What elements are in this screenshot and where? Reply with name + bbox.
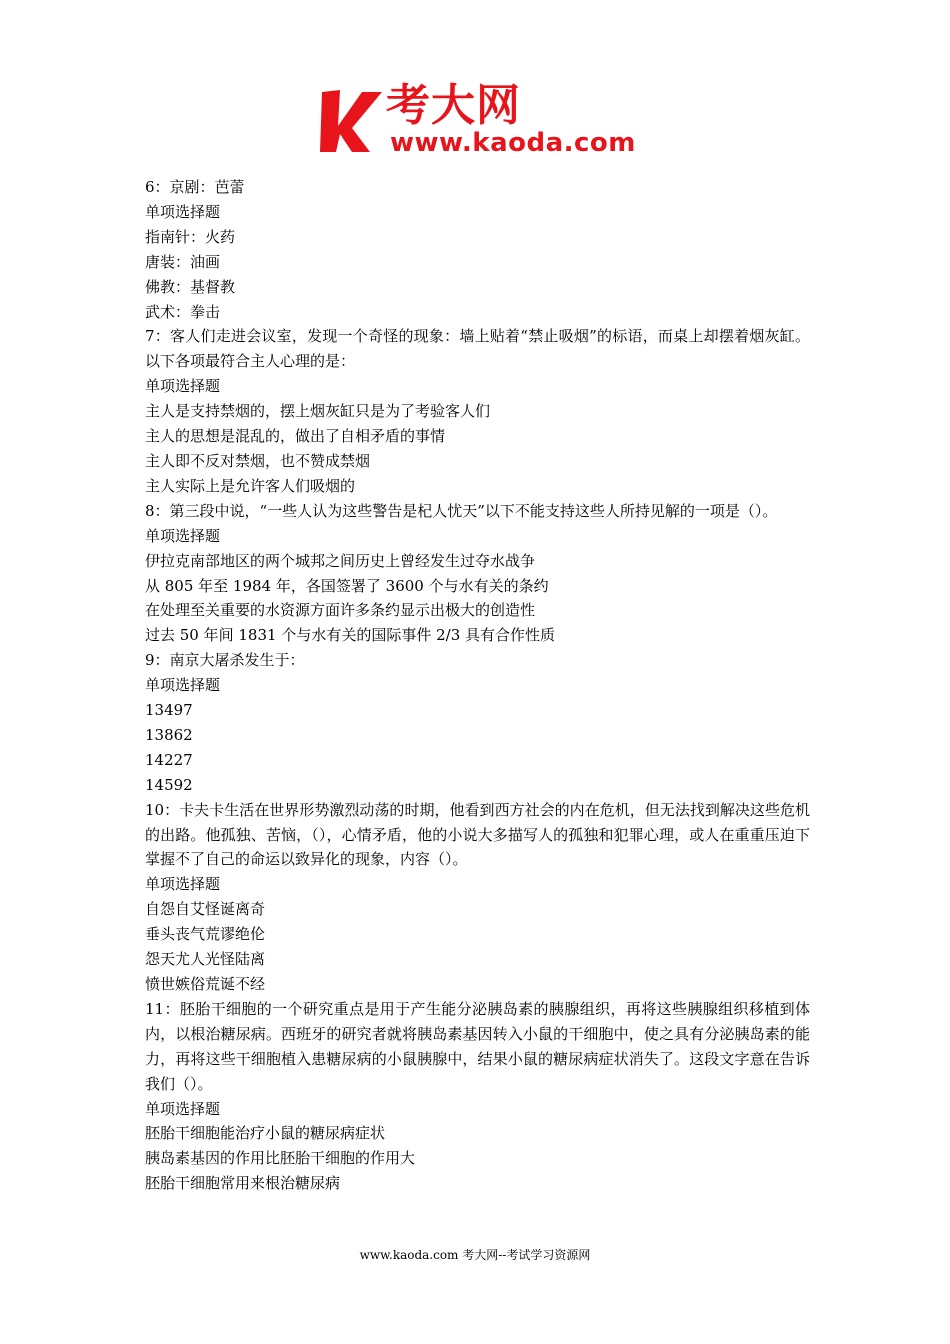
answer-option: 胰岛素基因的作用比胚胎干细胞的作用大 <box>145 1149 416 1168</box>
answer-option: 主人即不反对禁烟，也不赞成禁烟 <box>145 451 371 470</box>
question-type: 单项选择题 <box>145 202 221 221</box>
answer-option: 主人的思想是混乱的，做出了自相矛盾的事情 <box>145 427 446 446</box>
answer-option: 14227 <box>145 750 193 769</box>
question-type: 单项选择题 <box>145 526 221 545</box>
answer-option: 自怨自艾怪诞离奇 <box>145 900 266 919</box>
answer-option: 14592 <box>145 775 193 794</box>
k-logo-icon <box>318 86 388 156</box>
answer-option: 主人实际上是允许客人们吸烟的 <box>145 476 356 495</box>
question-type: 单项选择题 <box>145 676 221 695</box>
question-type: 单项选择题 <box>145 875 221 894</box>
question-type: 单项选择题 <box>145 1099 221 1118</box>
question-title: 7：客人们走进会议室，发现一个奇怪的现象：墙上贴着“禁止吸烟”的标语，而桌上却摆着烟灰缸。以下各项最符合主人心理的是： <box>145 327 810 371</box>
answer-option: 垂头丧气荒谬绝伦 <box>145 925 266 944</box>
answer-option: 愤世嫉俗荒诞不经 <box>145 975 266 993</box>
answer-option: 伊拉克南部地区的两个城邦之间历史上曾经发生过夺水战争 <box>145 551 536 570</box>
question-title: 9：南京大屠杀发生于： <box>145 651 305 670</box>
answer-option: 胚胎干细胞能治疗小鼠的糖尿病症状 <box>145 1124 386 1143</box>
logo-text: 考大网 <box>386 80 521 131</box>
answer-option: 在处理至关重要的水资源方面许多条约显示出极大的创造性 <box>145 601 536 620</box>
question-type: 单项选择题 <box>145 377 221 396</box>
question-title: 10：卡夫卡生活在世界形势激烈动荡的时期，他看到西方社会的内在危机，但无法找到解决这些危机的出路。他孤独、苦恼，（），心情矛盾，他的小说大多描写人的孤独和犯罪心理，或人在重重压迫下掌握不了自己的命运以致异化的现象，内容（）。 <box>145 800 810 869</box>
logo-url: www.kaoda.com <box>390 128 636 158</box>
question-title: 6：京剧：芭蕾 <box>145 178 245 196</box>
question-title: 8：第三段中说，“一些人认为这些警告是杞人忧天”以下不能支持这些人所持见解的一项是（）。 <box>145 501 778 520</box>
answer-option: 怨天尤人光怪陆离 <box>145 950 266 969</box>
answer-option: 胚胎干细胞常用来根治糖尿病 <box>145 1174 341 1193</box>
answer-option: 从 805 年至 1984 年，各国签署了 3600 个与水有关的条约 <box>145 576 549 595</box>
question-title: 11：胚胎干细胞的一个研究重点是用于产生能分泌胰岛素的胰腺组织，再将这些胰腺组织移植到体内，以根治糖尿病。西班牙的研究者就将胰岛素基因转入小鼠的干细胞中，使之具有分泌胰岛素的能力，再将这些干细胞植入患糖尿病的小鼠胰腺中，结果小鼠的糖尿病症状消失了。这段文字意在告诉我们（）。 <box>145 999 810 1093</box>
answer-option: 过去 50 年间 1831 个与水有关的国际事件 2/3 具有合作性质 <box>145 626 556 645</box>
answer-option: 13862 <box>145 725 193 744</box>
answer-option: 13497 <box>145 701 193 720</box>
page-footer: www.kaoda.com 考大网--考试学习资源网 <box>359 1248 591 1262</box>
document-body <box>145 175 810 1196</box>
answer-option: 唐装：油画 <box>145 252 221 271</box>
answer-option: 主人是支持禁烟的，摆上烟灰缸只是为了考验客人们 <box>145 402 491 421</box>
answer-option: 指南针：火药 <box>145 227 236 246</box>
answer-option: 佛教：基督教 <box>145 277 236 296</box>
site-logo[interactable] <box>318 82 638 160</box>
answer-option: 武术：拳击 <box>145 302 221 321</box>
